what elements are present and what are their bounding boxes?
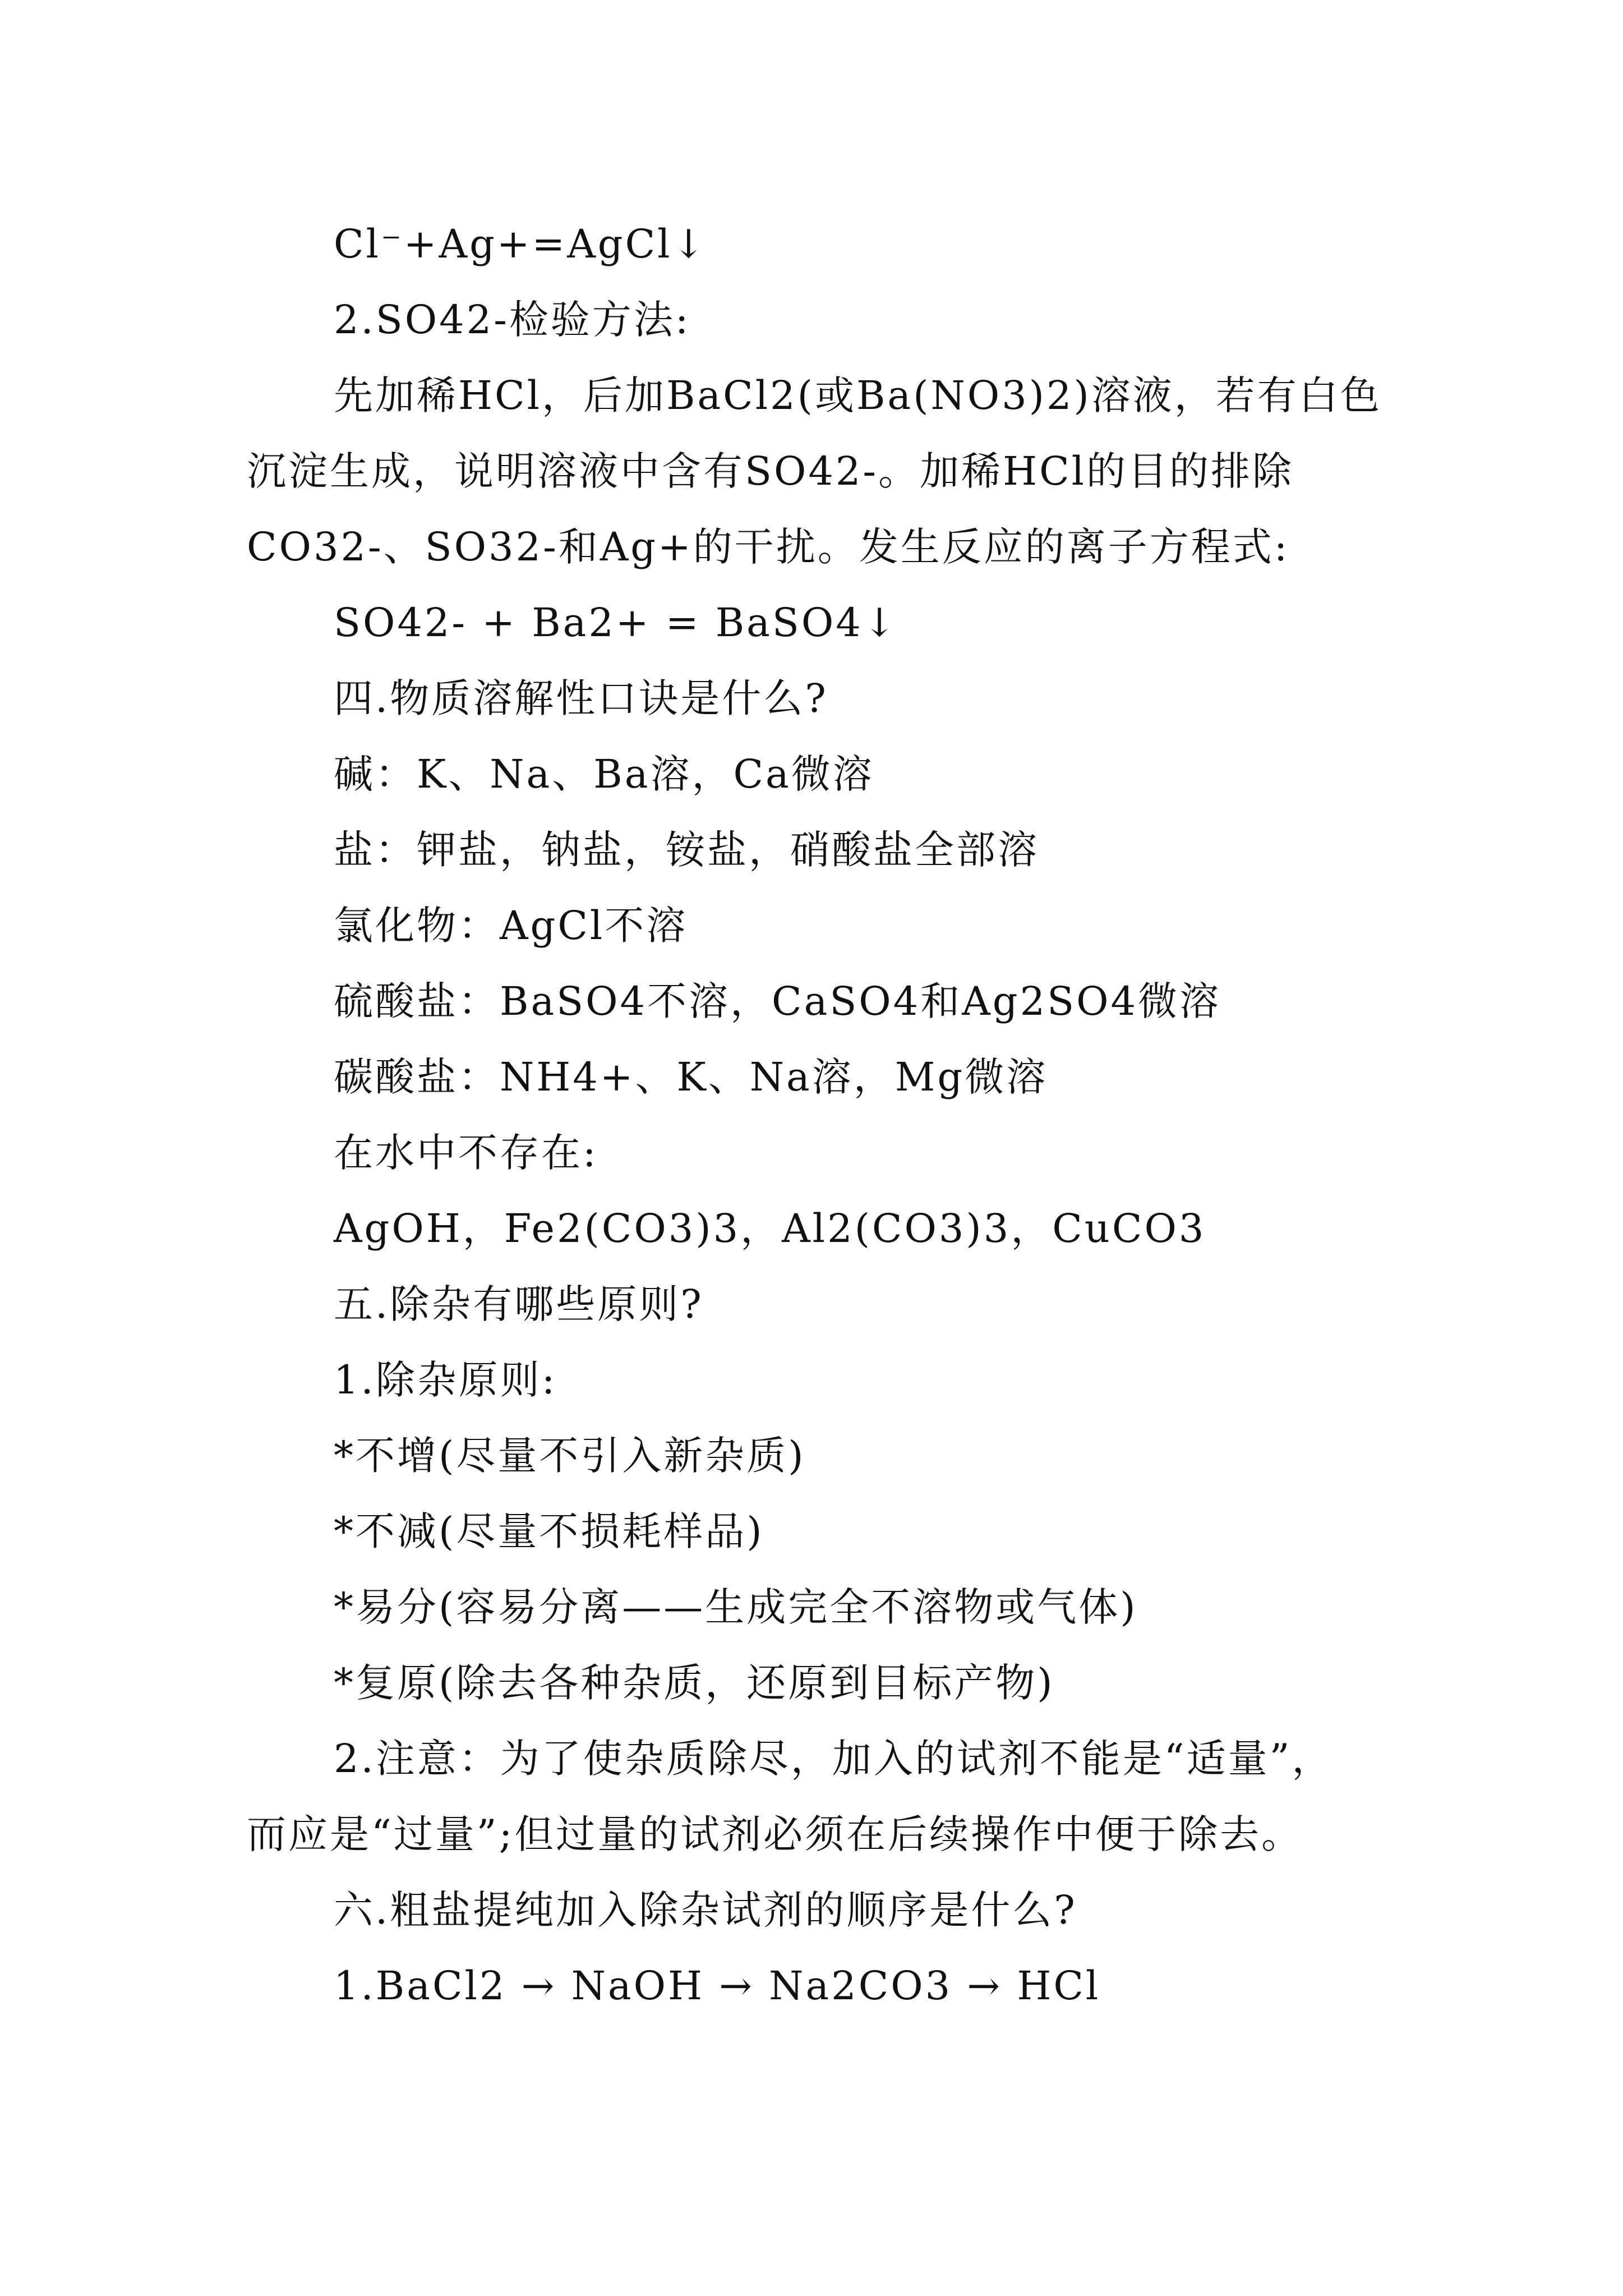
list-item: AgOH，Fe2(CO3)3，Al2(CO3)3，CuCO3	[334, 1205, 1206, 1251]
paragraph-line: 而应是“过量”;但过量的试剂必须在后续操作中便于除去。	[247, 1811, 1303, 1857]
section-heading-impurity: 五.除杂有哪些原则?	[334, 1281, 704, 1327]
sulfate-test-heading: 2.SO42-检验方法:	[334, 297, 691, 343]
equation-line-agcl: Cl⁻+Ag+=AgCl↓	[334, 221, 708, 267]
list-item: 碳酸盐：NH4+、K、Na溶，Mg微溶	[334, 1054, 1048, 1100]
paragraph-line: 2.注意：为了使杂质除尽，加入的试剂不能是“适量”，	[334, 1736, 1334, 1782]
list-item: *不减(尽量不损耗样品)	[334, 1508, 764, 1554]
equation-line-baso4: SO42- + Ba2+ = BaSO4↓	[334, 600, 898, 646]
list-item: *易分(容易分离——生成完全不溶物或气体)	[334, 1584, 1138, 1630]
section-heading-salt-purification: 六.粗盐提纯加入除杂试剂的顺序是什么?	[334, 1887, 1077, 1933]
list-item: 氯化物：AgCl不溶	[334, 903, 688, 949]
list-item: 硫酸盐：BaSO4不溶，CaSO4和Ag2SO4微溶	[334, 978, 1221, 1024]
subheading: 1.除杂原则:	[334, 1357, 557, 1403]
list-item: *复原(除去各种杂质，还原到目标产物)	[334, 1660, 1055, 1706]
paragraph-line: 先加稀HCl，后加BaCl2(或Ba(NO3)2)溶液，若有白色	[334, 372, 1382, 418]
list-item: 盐：钾盐，钠盐，铵盐，硝酸盐全部溶	[334, 827, 1039, 873]
paragraph-line: CO32-、SO32-和Ag+的干扰。发生反应的离子方程式:	[247, 524, 1290, 570]
reagent-order-line: 1.BaCl2 → NaOH → Na2CO3 → HCl	[334, 1963, 1101, 2009]
list-item: 碱：K、Na、Ba溶，Ca微溶	[334, 751, 874, 797]
paragraph-line: 沉淀生成，说明溶液中含有SO42-。加稀HCl的目的排除	[247, 448, 1294, 494]
list-item: *不增(尽量不引入新杂质)	[334, 1433, 806, 1479]
section-heading-solubility: 四.物质溶解性口诀是什么?	[334, 675, 828, 721]
list-item: 在水中不存在:	[334, 1130, 598, 1176]
